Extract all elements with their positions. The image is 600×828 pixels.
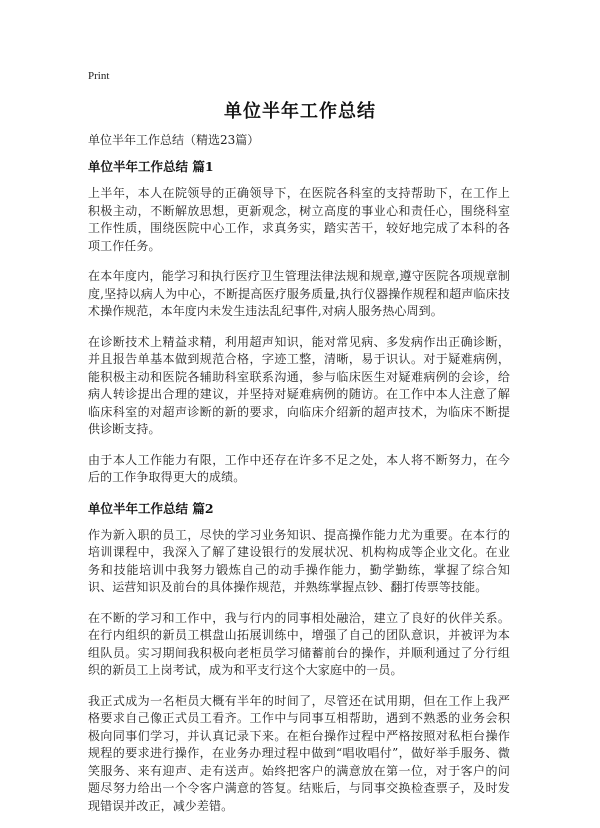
paragraph: 在本年度内，能学习和执行医疗卫生管理法律法规和规章,遵守医院各项规章制度,坚持以病人为中心，不断提高医疗服务质量,执行仪器操作规程和超声临床技术操作规范，本年度内未发生违法乱纪事件,对病人服务热心周到。 bbox=[88, 269, 510, 318]
paragraph: 在不断的学习和工作中，我与行内的同事相处融洽，建立了良好的伙伴关系。在行内组织的新员工棋盘山拓展训练中，增强了自己的团队意识，并被评为本组队员。实习期间我积极向老柜员学习储蓄前台的操作，并顺利通过了分行组织的新员工上岗考试，成为和平支行这个大家庭中的一员。 bbox=[88, 610, 510, 677]
section-1 bbox=[88, 158, 510, 487]
paragraph: 在诊断技术上精益求精，利用超声知识，能对常见病、多发病作出正确诊断，并且报告单基本做到规范合格，字迹工整，清晰，易于识认。对于疑难病例，能积极主动和医院各辅助科室联系沟通，参与临床医生对疑难病例的会诊，给病人转诊提出合理的建议，并坚持对疑难病例的随访。在工作中本人注意了解临床科室的对超声诊断的新的要求，向临床介绍新的超声技术，为临床不断提供诊断支持。 bbox=[88, 334, 510, 436]
paragraph: 上半年，本人在院领导的正确领导下，在医院各科室的支持帮助下，在工作上积极主动，不断解放思想，更新观念，树立高度的事业心和责任心，围绕科室工作性质，围绕医院中心工作，求真务实，踏实苦干，较好地完成了本科的各项工作任务。 bbox=[88, 186, 510, 253]
section-2 bbox=[88, 500, 510, 816]
section-heading: 单位半年工作总结 篇2 bbox=[88, 500, 214, 516]
document-body bbox=[88, 158, 510, 828]
paragraph: 作为新入职的员工，尽快的学习业务知识、提高操作能力尤为重要。在本行的培训课程中，我深入了解了建设银行的发展状况、机构构成等企业文化。在业务和技能培训中我努力锻炼自己的动手操作能力，勤学勤练，掌握了综合知识、运营知识及前台的具体操作规范，并熟练掌握点钞、翻打传票等技能。 bbox=[88, 527, 510, 594]
paragraph: 我正式成为一名柜员大概有半年的时间了，尽管还在试用期，但在工作上我严格要求自己像正式员工看齐。工作中与同事互相帮助，遇到不熟悉的业务会积极向同事们学习，并认真记录下来。在柜台操作过程中严格按照对私柜台操作规程的要求进行操作，在业务办理过程中做到“唱收唱付”，做好举手服务、微笑服务、来有迎声、走有送声。始终把客户的满意放在第一位，对于客户的问题尽努力给出一个令客户满意的答复。结账后，与同事交换检查票子，及时发现错误并改正，减少差错。 bbox=[88, 693, 510, 813]
paragraph: 由于本人工作能力有限，工作中还存在许多不足之处，本人将不断努力，在今后的工作争取得更大的成绩。 bbox=[88, 452, 510, 484]
document-subtitle: 单位半年工作总结（精选23篇） bbox=[88, 133, 260, 147]
print-link[interactable]: Print bbox=[88, 70, 110, 82]
section-heading: 单位半年工作总结 篇1 bbox=[88, 159, 214, 174]
page-title: 单位半年工作总结 bbox=[224, 101, 376, 122]
